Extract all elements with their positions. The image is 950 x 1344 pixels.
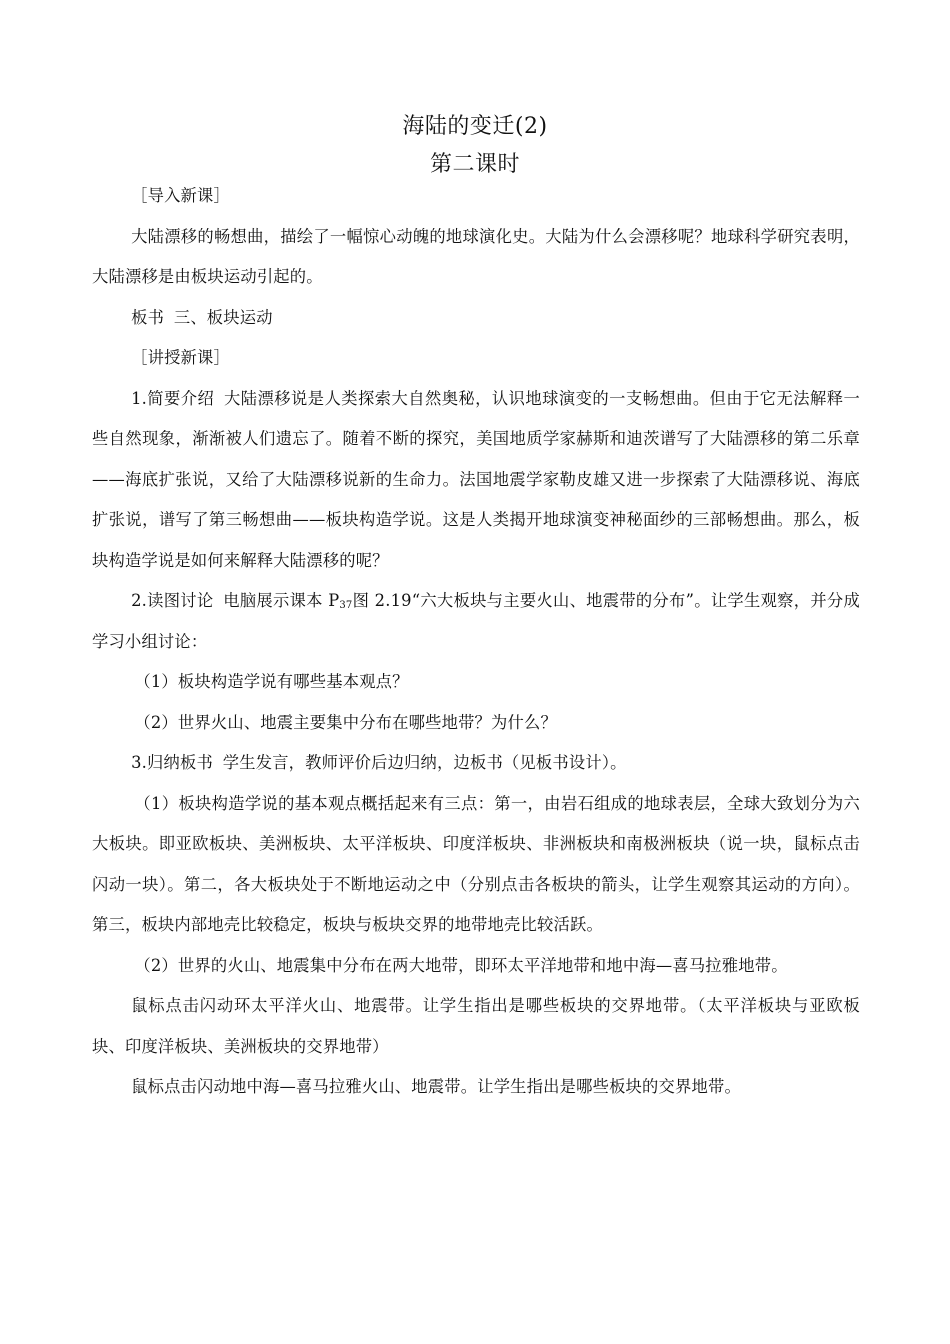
- intro-paragraph: 大陆漂移的畅想曲，描绘了一幅惊心动魄的地球演化史。大陆为什么会漂移呢？地球科学研究表明，大陆漂移是由板块运动引起的。: [92, 226, 860, 286]
- item2-head: 2.读图讨论: [131, 591, 214, 610]
- board-label: 板书: [131, 307, 165, 327]
- item3-head: 3.归纳板书: [131, 753, 213, 772]
- document-body: [92, 176, 860, 1108]
- item3-paragraph: [92, 743, 860, 784]
- pacific-belt-paragraph: 鼠标点击闪动环太平洋火山、地震带。让学生指出是哪些板块的交界地带。（太平洋板块与亚欧板块、印度洋板块、美洲板块的交界地带）: [92, 996, 860, 1056]
- item2-paragraph: [92, 581, 860, 662]
- answer-1: （1）板块构造学说的基本观点概括起来有三点：第一，由岩石组成的地球表层，全球大致划分为六大板块。即亚欧板块、美洲板块、太平洋板块、印度洋板块、非洲板块和南极洲板块（说一块，鼠标点击闪动一块）。第二，各大板块处于不断地运动之中（分别点击各板块的箭头，让学生观察其运动的方向）。第三，板块内部地壳比较稳定，板块与板块交界的地带地壳比较活跃。: [92, 793, 860, 934]
- item2-text-a: 电脑展示课本 P: [223, 591, 340, 610]
- question-1: （1）板块构造学说有哪些基本观点？: [134, 672, 409, 691]
- item1-paragraph: [92, 379, 860, 582]
- board-text: 三、板块运动: [173, 307, 273, 327]
- answer-2: （2）世界的火山、地震集中分布在两大地带，即环太平洋地带和地中海—喜马拉雅地带。: [134, 955, 788, 975]
- item2-text-b: 图 2.19“六大板块与主要火山、地震带的分布”。让学生观察，并分成学习小组讨论：: [92, 591, 860, 651]
- item1-text: 大陆漂移说是人类探索大自然奥秘，认识地球演变的一支畅想曲。但由于它无法解释一些自然现象，渐渐被人们遗忘了。随着不断的探究，美国地质学家赫斯和迪茨谱写了大陆漂移的第二乐章——海底扩张说，又给了大陆漂移说新的生命力。法国地震学家勒皮雄又进一步探索了大陆漂移说、海底扩张说，谱写了第三畅想曲——板块构造学说。这是人类揭开地球演变神秘面纱的三部畅想曲。那么，板块构造学说是如何来解释大陆漂移的呢？: [92, 388, 860, 570]
- item2-page-subscript: 37: [339, 600, 353, 611]
- board-line: [92, 298, 860, 339]
- item3-text: 学生发言，教师评价后边归纳，边板书（见板书设计）。: [222, 753, 627, 772]
- document-title: 海陆的变迁(2): [402, 114, 548, 139]
- document-subtitle: 第二课时: [429, 152, 520, 177]
- mediterranean-belt-paragraph: 鼠标点击闪动地中海—喜马拉雅火山、地震带。让学生指出是哪些板块的交界地带。: [131, 1077, 741, 1096]
- section-heading-teach: ［讲授新课］: [131, 348, 230, 367]
- section-heading-intro: ［导入新课］: [131, 186, 230, 205]
- item1-head: 1.简要介绍: [131, 388, 215, 408]
- question-2: （2）世界火山、地震主要集中分布在哪些地带？为什么？: [134, 712, 557, 732]
